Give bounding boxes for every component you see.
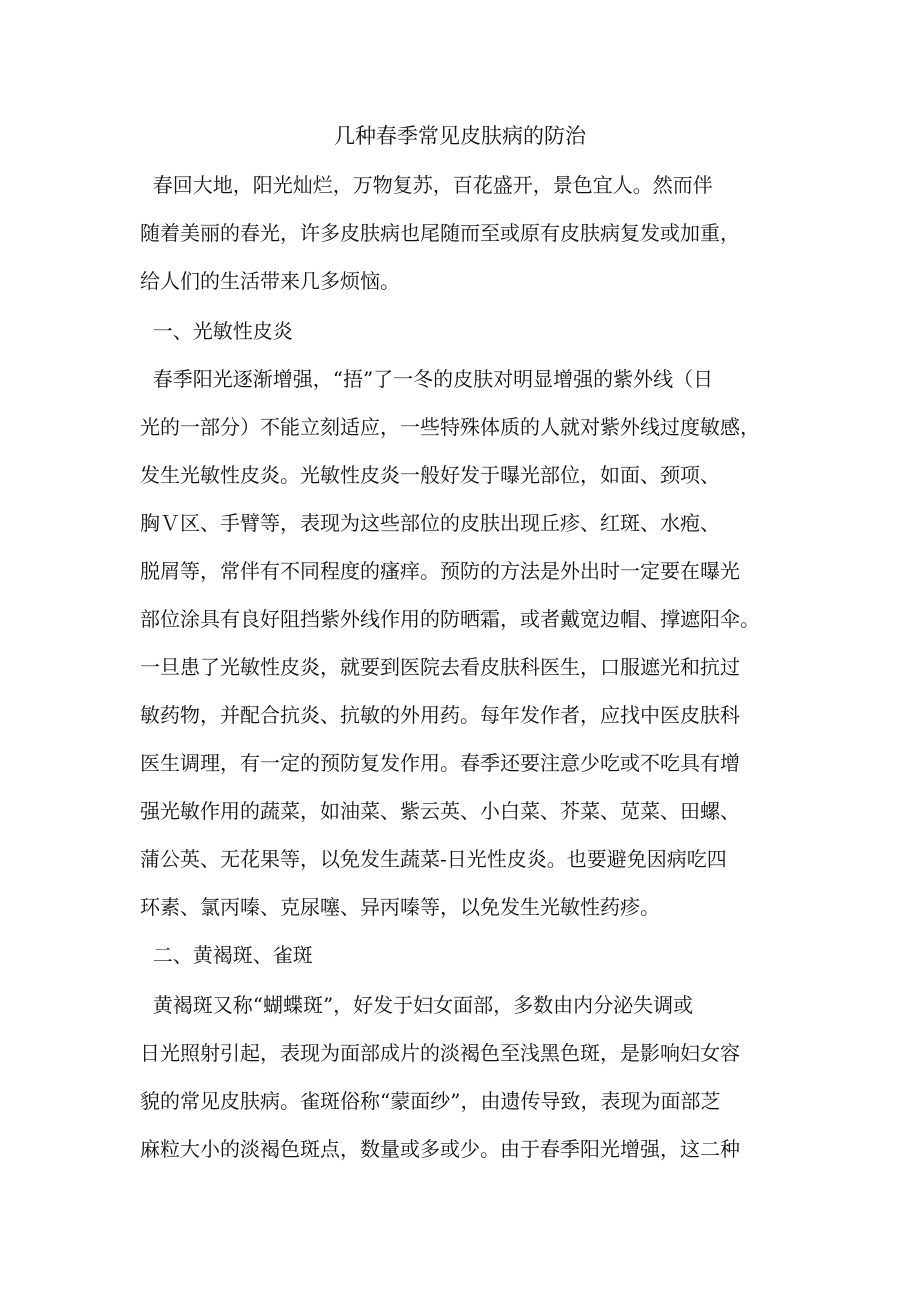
paragraph-line: 脱屑等，常伴有不同程度的瘙痒。预防的方法是外出时一定要在曝光 [140, 559, 740, 583]
paragraph-line: 春季阳光逐渐增强，“捂”了一冬的皮肤对明显增强的紫外线（日 [140, 367, 714, 391]
document-title: 几种春季常见皮肤病的防治 [334, 124, 586, 148]
paragraph-line: 强光敏作用的蔬菜，如油菜、紫云英、小白菜、芥菜、苋菜、田螺、 [140, 799, 740, 823]
paragraph-line: 随着美丽的春光，许多皮肤病也尾随而至或原有皮肤病复发或加重， [140, 221, 740, 245]
paragraph-line: 部位涂具有良好阻挡紫外线作用的防晒霜，或者戴宽边帽、撑遮阳伞。 [140, 607, 760, 631]
paragraph-line: 胸Ｖ区、手臂等，表现为这些部位的皮肤出现丘疹、红斑、水疱、 [140, 511, 720, 535]
paragraph-line: 发生光敏性皮炎。光敏性皮炎一般好发于曝光部位，如面、颈项、 [140, 463, 720, 487]
paragraph-line: 一旦患了光敏性皮炎，就要到医院去看皮肤科医生，口服遮光和抗过 [140, 655, 740, 679]
paragraph-line: 给人们的生活带来几多烦恼。 [140, 269, 400, 293]
paragraph-line: 环素、氯丙嗪、克尿噻、异丙嗪等，以免发生光敏性药疹。 [140, 895, 660, 919]
paragraph-line: 春回大地，阳光灿烂，万物复苏，百花盛开，景色宜人。然而伴 [140, 173, 713, 197]
section-heading: 二、黄褐斑、雀斑 [140, 943, 313, 967]
paragraph-line: 光的一部分）不能立刻适应，一些特殊体质的人就对紫外线过度敏感， [140, 415, 760, 439]
paragraph-line: 敏药物，并配合抗炎、抗敏的外用药。每年发作者，应找中医皮肤科 [140, 703, 740, 727]
paragraph-line: 医生调理，有一定的预防复发作用。春季还要注意少吃或不吃具有增 [140, 751, 740, 775]
section-heading: 一、光敏性皮炎 [140, 319, 293, 343]
paragraph-line: 黄褐斑又称“蝴蝶斑”，好发于妇女面部，多数由内分泌失调或 [140, 993, 694, 1017]
paragraph-line: 蒲公英、无花果等，以免发生蔬菜-日光性皮炎。也要避免因病吃四 [140, 847, 727, 871]
paragraph-line: 麻粒大小的淡褐色斑点，数量或多或少。由于春季阳光增强，这二种 [140, 1137, 740, 1161]
paragraph-line: 貌的常见皮肤病。雀斑俗称“蒙面纱”，由遗传导致，表现为面部芝 [140, 1089, 721, 1113]
paragraph-line: 日光照射引起，表现为面部成片的淡褐色至浅黑色斑，是影响妇女容 [140, 1041, 740, 1065]
